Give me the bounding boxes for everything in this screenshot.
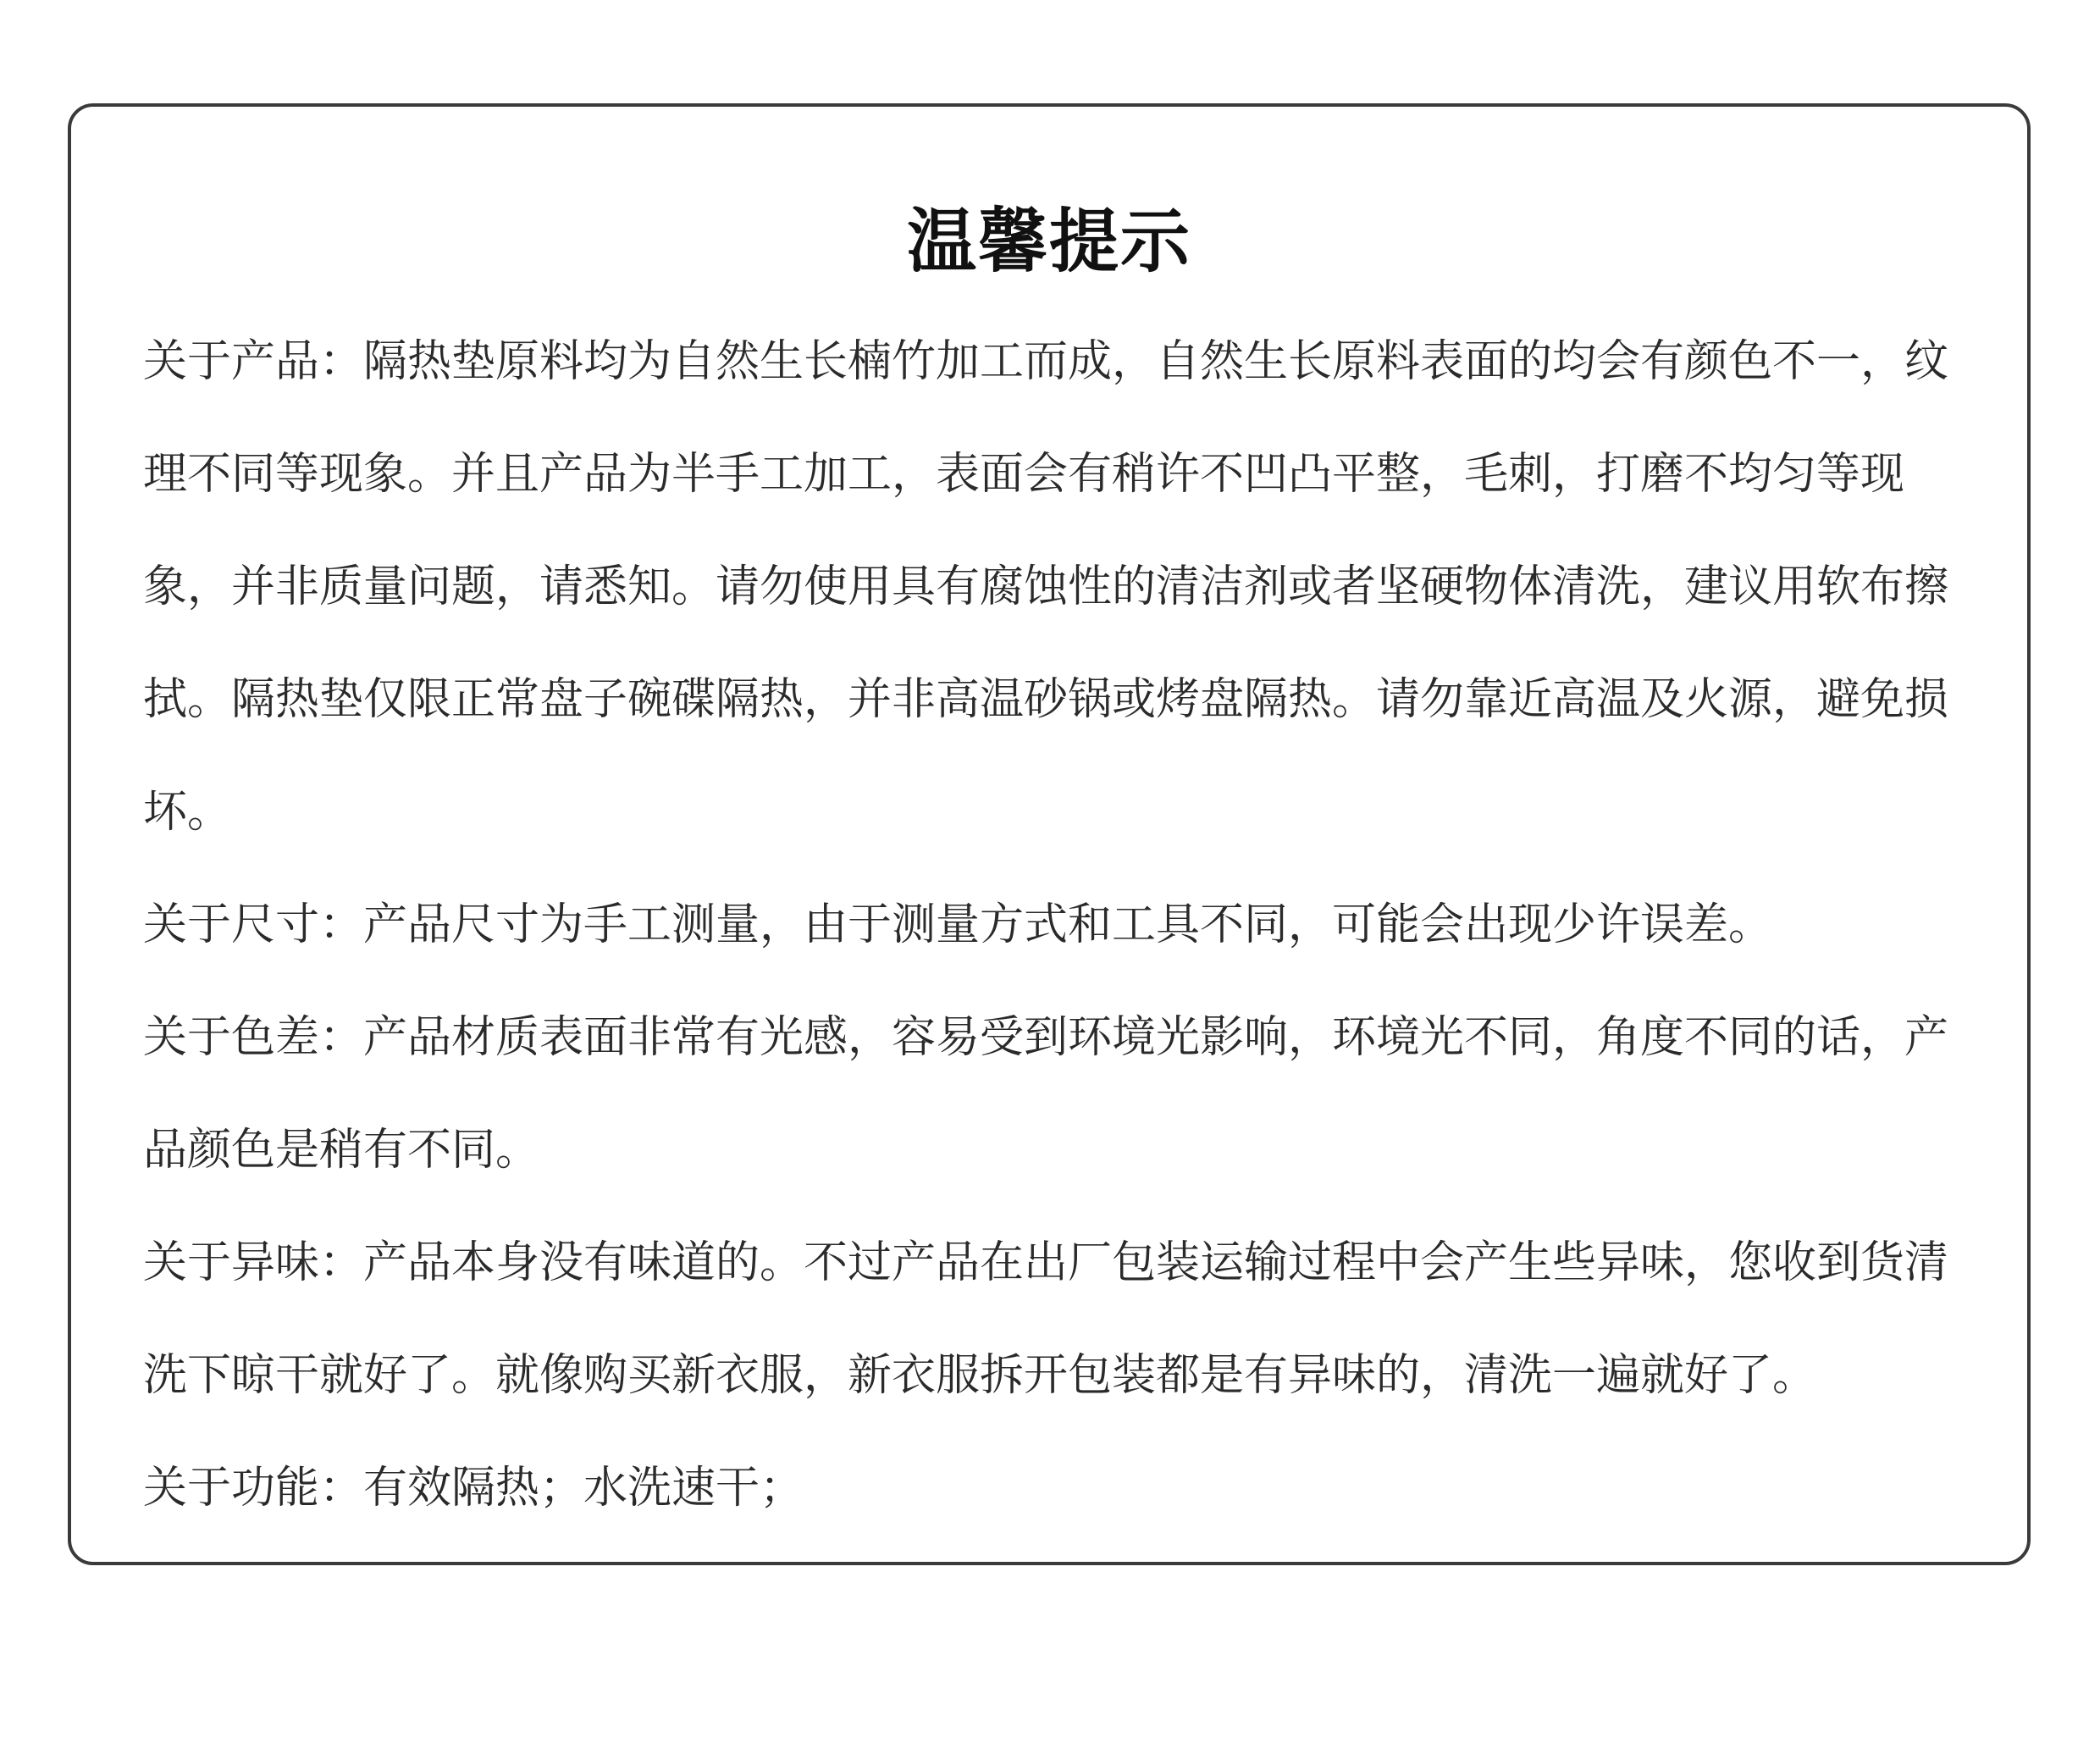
notice-box [68,103,2031,1565]
paragraph-color-difference: 关于色差：产品材质表面非常有光感，容易受到环境光影响，环境光不同，角度不同的话，产品颜色是稍有不同。 [143,1012,1949,1176]
notice-content [143,306,1976,1545]
paragraph-odor: 关于异味：产品本身没有味道的。不过产品在出厂包装运输过程中会产生些异味，您收到货清洗下晾干就好了。就像购买新衣服，新衣服拆开包装都是有异味的，清洗一遍就好了。 [143,1237,1949,1401]
notice-title: 温馨提示 [906,202,1191,282]
paragraph-function: 关于功能：有效隔热；水洗速干； [143,1463,804,1514]
paragraph-product: 关于产品：隔热垫原料均为自然生长楠竹加工而成，自然生长原料表面的均会有颜色不一，纹理不同等现象。并且产品为半手工加工，表面会有稍许不凹凸平整，毛刺，打磨不均匀等现象，并非质量问题，请悉知。请勿使用具有腐蚀性的清洁剂或者坚硬物体清洗，建议用软布擦拭。隔热垫仅限正常盘子碗碟隔热，并非高温砂锅或烤盘隔热。请勿靠近高温及火源，避免损坏。 [143,336,1949,838]
paragraph-size: 关于尺寸：产品尺寸为手工测量，由于测量方式和工具不同，可能会出现少许误差。 [143,899,1773,950]
